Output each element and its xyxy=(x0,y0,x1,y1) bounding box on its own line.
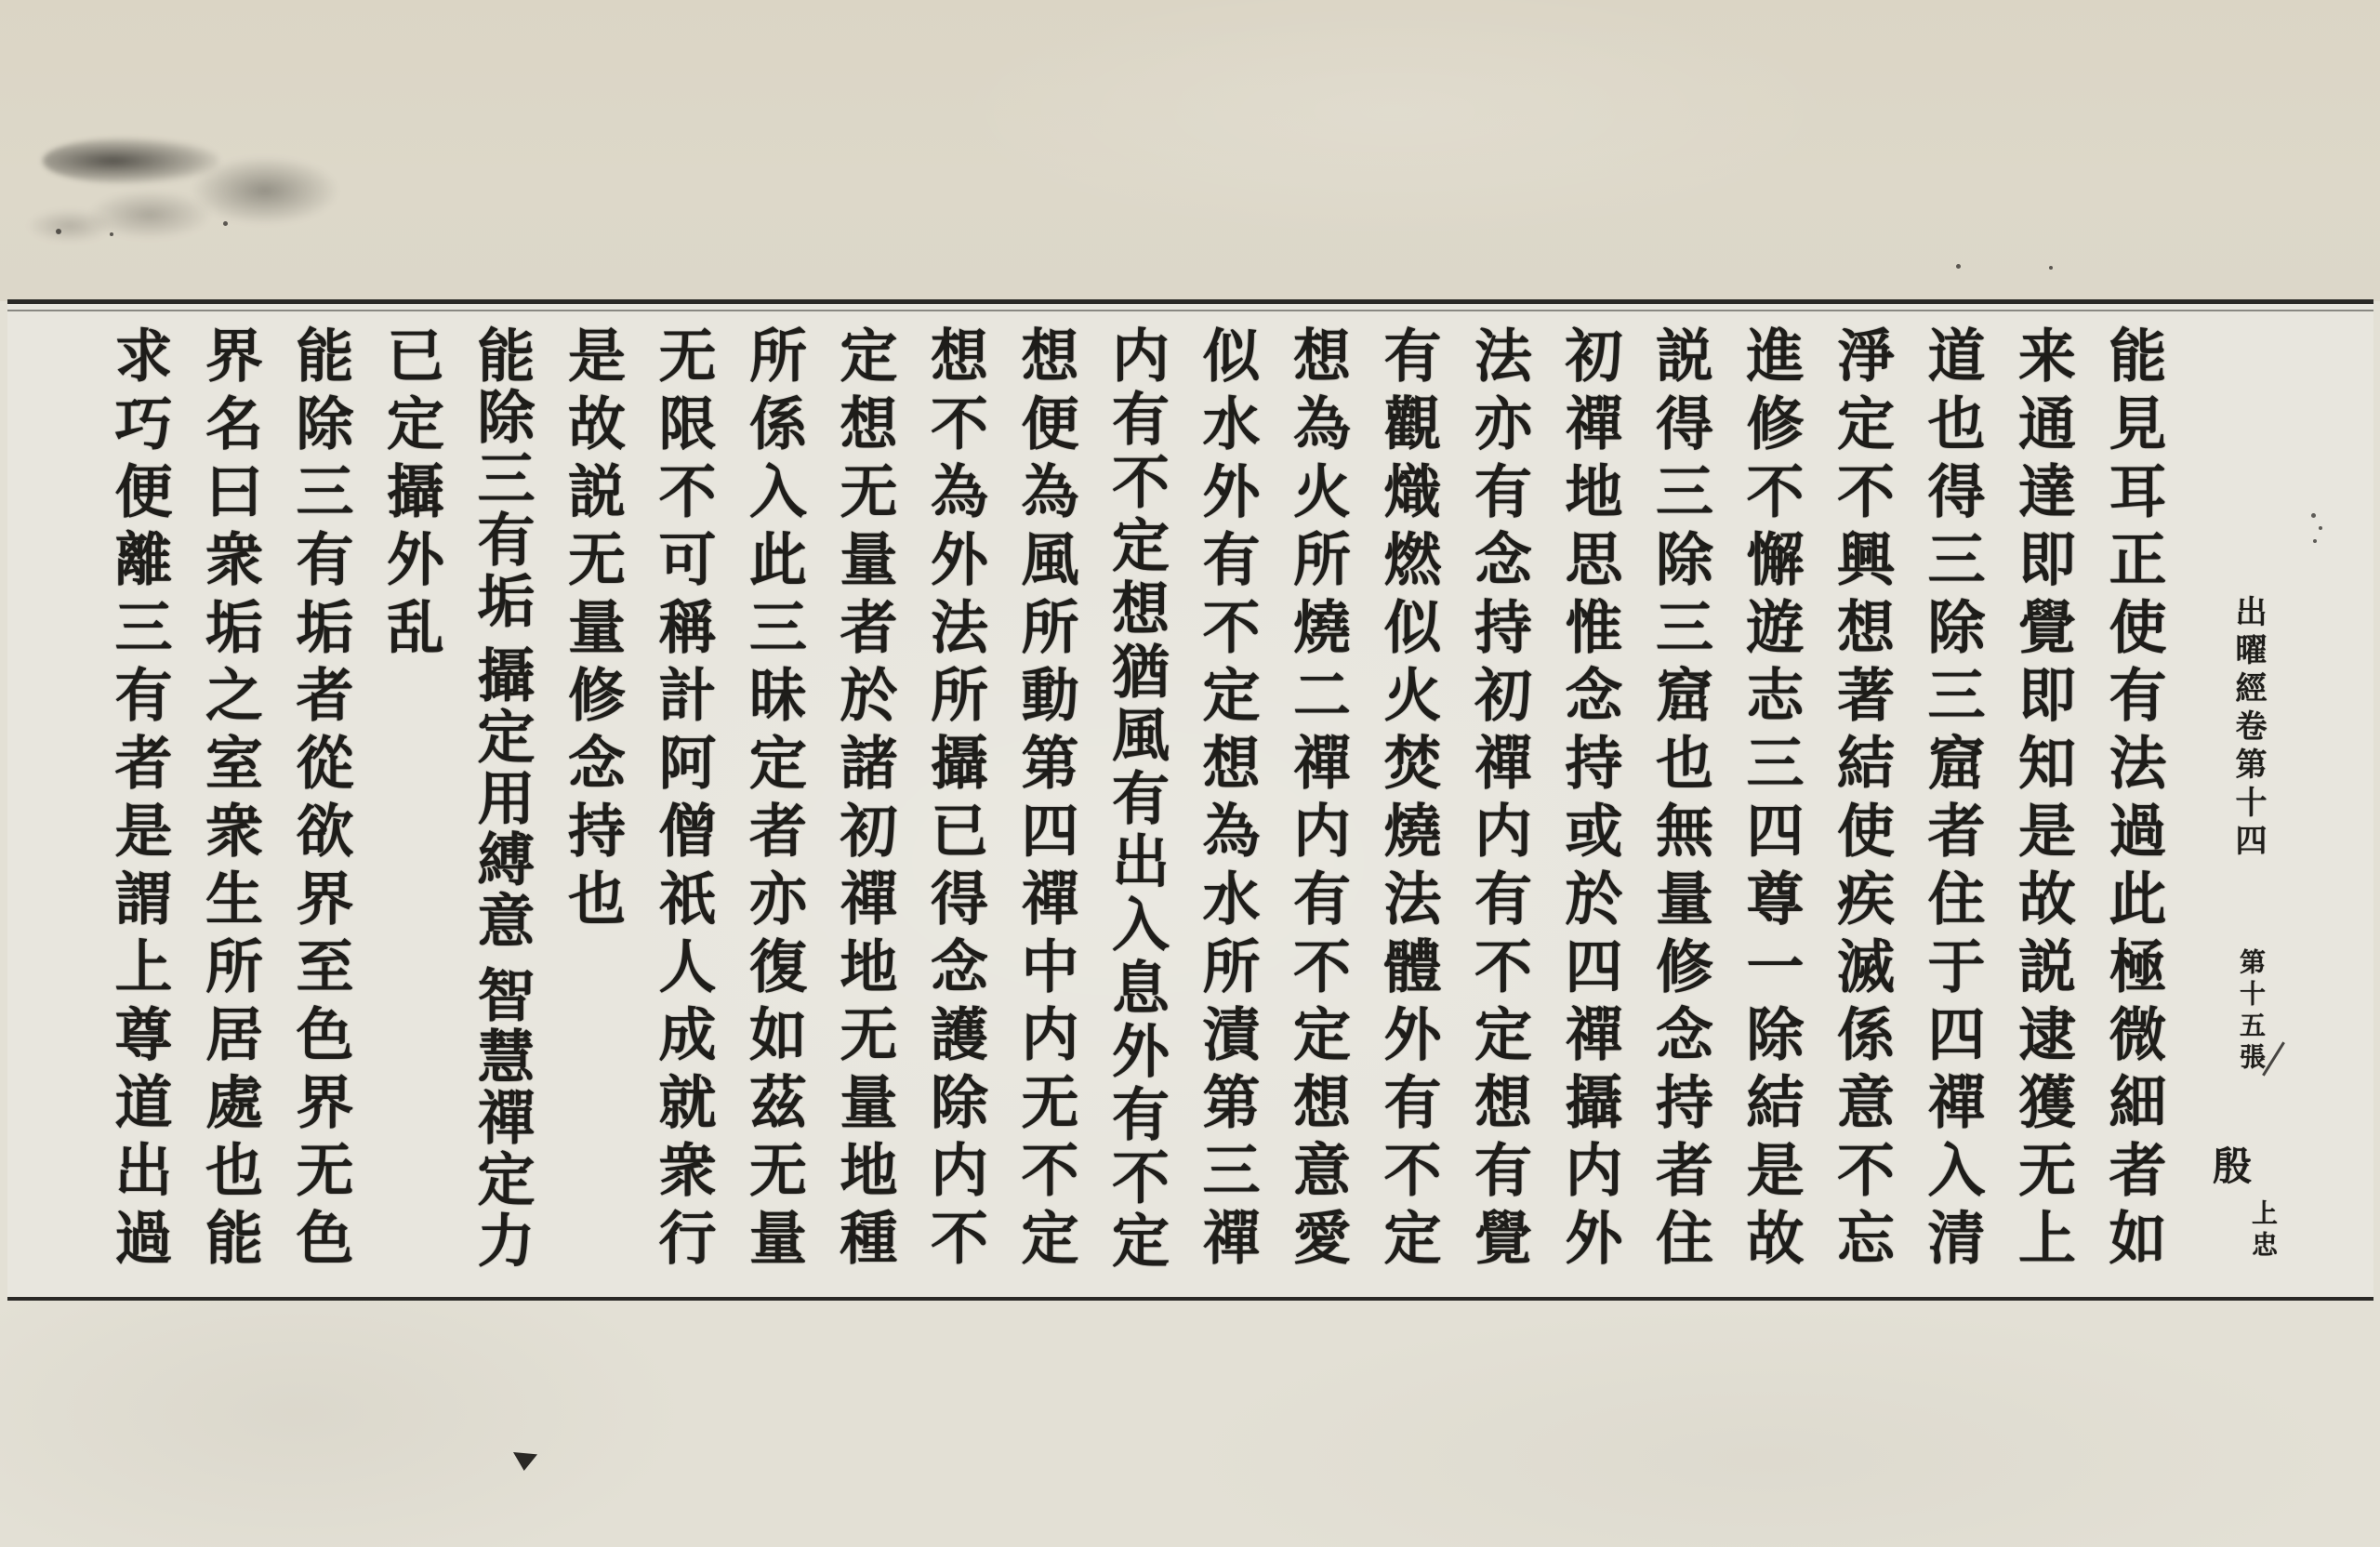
verse-phrase: 能除三有垢 xyxy=(468,325,536,632)
ink-speck xyxy=(2313,539,2317,543)
verse-column xyxy=(456,325,548,1283)
text-column: 初禪地思惟念持或於四禪攝内外 xyxy=(1555,325,1623,1276)
text-column: 有觀熾燃似火焚燒法體外有不定 xyxy=(1374,325,1442,1276)
text-column: 能除三有垢者從欲界至色界无色 xyxy=(286,325,354,1276)
text-column: 界名曰衆垢之室衆生所居處也能 xyxy=(195,325,264,1276)
text-column: 求巧便離三有者是謂上尊道出過 xyxy=(105,325,173,1276)
text-column: 法亦有念持初禪内有不定想有覺 xyxy=(1464,325,1533,1276)
text-column: 定想无量者於諸初禪地无量地種 xyxy=(830,325,898,1276)
verse-phrase: 智慧禪定力 xyxy=(468,965,536,1272)
margin-carver-mark: 上忠 xyxy=(2248,1199,2279,1263)
ink-speck xyxy=(110,232,113,236)
margin-sheet-number: 第十五張 xyxy=(2236,948,2267,1075)
text-column: 能見耳正使有法過此極微細者如 xyxy=(2099,325,2167,1276)
text-column: 所係入此三昧定者亦復如茲无量 xyxy=(739,325,808,1276)
text-column: 想便為風所動第四禪中内无不定 xyxy=(1012,325,1079,1276)
upper-paper-margin xyxy=(0,0,2380,301)
text-column: 无限不可稱計阿僧祇人成就衆行 xyxy=(649,325,717,1276)
margin-case-mark: 殷 xyxy=(2207,1145,2253,1184)
ink-smudge xyxy=(191,156,339,225)
text-column: 進修不懈遊志三四尊一除結是故 xyxy=(1737,325,1805,1276)
ink-speck xyxy=(2311,513,2316,518)
ink-smudge xyxy=(28,209,112,243)
frame-inner-rule xyxy=(7,310,2373,311)
ink-speck xyxy=(2319,526,2322,530)
ink-speck xyxy=(56,229,61,234)
ink-speck xyxy=(1956,264,1961,269)
margin-sutra-title: 出曜經卷第十四 xyxy=(2229,595,2267,862)
text-column: 道也得三除三窟者住于四禪入清 xyxy=(1918,325,1986,1276)
text-column: 説得三除三窟也無量修念持者住 xyxy=(1646,325,1714,1276)
ink-smudge xyxy=(43,138,219,184)
text-column: 内有不定想猶風有出入息外有不定 xyxy=(1102,325,1170,1274)
ink-speck xyxy=(2049,266,2053,270)
text-column: 想不為外法所攝已得念護除内不 xyxy=(920,325,989,1276)
ink-mark xyxy=(513,1452,537,1471)
text-column: 想為火所燒二禪内有不定想意愛 xyxy=(1283,325,1352,1276)
text-columns xyxy=(93,325,2178,1283)
text-column: 似水外有不定想為水所漬第三禪 xyxy=(1193,325,1261,1276)
text-column: 来通達即覺即知是故説逮獲无上 xyxy=(2008,325,2077,1276)
text-column: 已定攝外乱 xyxy=(377,325,445,665)
text-column: 淨定不興想著結使疾滅係意不忘 xyxy=(1827,325,1896,1276)
ink-speck xyxy=(223,221,228,226)
verse-phrase: 攝定用縛意 xyxy=(468,645,536,952)
text-column: 是故説无量修念持也 xyxy=(558,325,627,936)
